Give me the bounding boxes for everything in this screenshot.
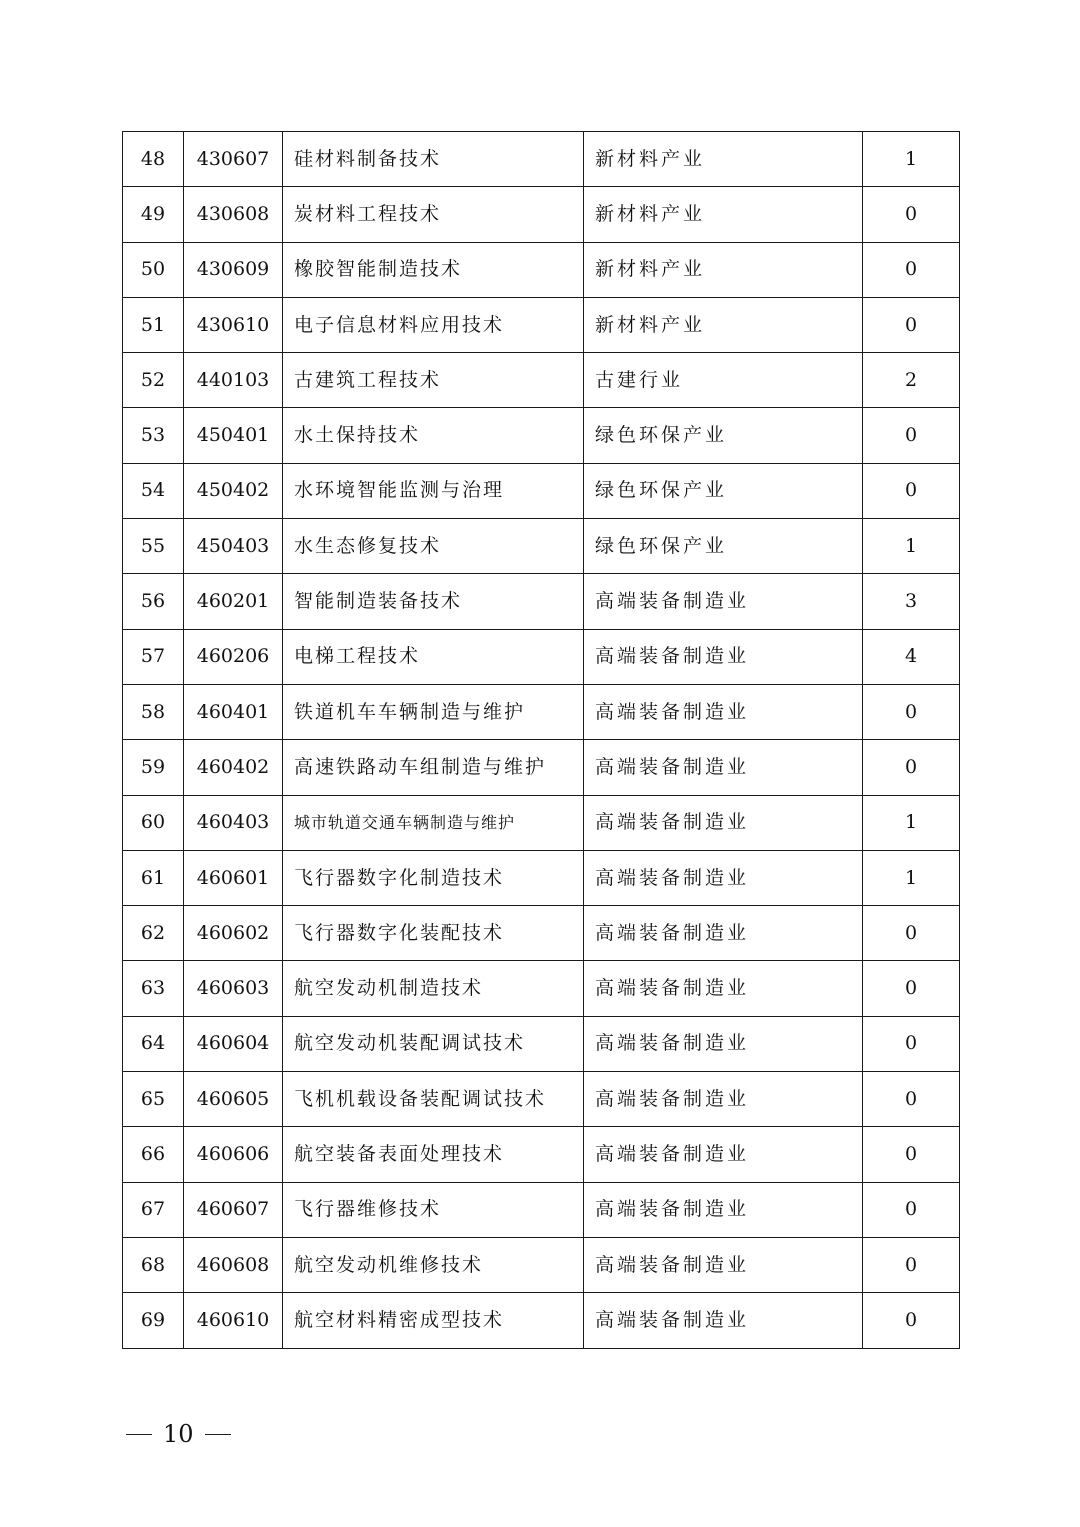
industry-cell: 高端装备制造业	[584, 1127, 863, 1182]
major-name-cell: 飞机机载设备装配调试技术	[283, 1072, 584, 1127]
major-code-cell: 430607	[184, 132, 283, 187]
major-name-cell: 铁道机车车辆制造与维护	[283, 684, 584, 739]
count-cell: 0	[863, 1182, 960, 1237]
count-cell: 4	[863, 629, 960, 684]
count-cell: 0	[863, 408, 960, 463]
table-row	[123, 629, 960, 684]
industry-cell: 高端装备制造业	[584, 795, 863, 850]
row-number-cell: 50	[123, 242, 184, 297]
major-name-cell: 航空发动机维修技术	[283, 1237, 584, 1292]
industry-cell: 高端装备制造业	[584, 1182, 863, 1237]
table-row	[123, 795, 960, 850]
major-name-cell: 橡胶智能制造技术	[283, 242, 584, 297]
table-row	[123, 1016, 960, 1071]
industry-cell: 高端装备制造业	[584, 850, 863, 905]
table-row	[123, 740, 960, 795]
count-cell: 0	[863, 684, 960, 739]
table-row	[123, 684, 960, 739]
major-name-cell: 飞行器维修技术	[283, 1182, 584, 1237]
major-code-cell: 460603	[184, 961, 283, 1016]
row-number-cell: 55	[123, 519, 184, 574]
major-name-cell: 飞行器数字化装配技术	[283, 906, 584, 961]
row-number-cell: 61	[123, 850, 184, 905]
count-cell: 1	[863, 132, 960, 187]
industry-cell: 高端装备制造业	[584, 1072, 863, 1127]
industry-cell: 高端装备制造业	[584, 961, 863, 1016]
industry-cell: 高端装备制造业	[584, 574, 863, 629]
major-code-cell: 430608	[184, 187, 283, 242]
table-row	[123, 463, 960, 518]
table-row	[123, 297, 960, 352]
major-name-cell: 飞行器数字化制造技术	[283, 850, 584, 905]
row-number-cell: 66	[123, 1127, 184, 1182]
row-number-cell: 68	[123, 1237, 184, 1292]
major-code-cell: 460403	[184, 795, 283, 850]
table-row	[123, 906, 960, 961]
count-cell: 0	[863, 1237, 960, 1292]
major-name-cell: 高速铁路动车组制造与维护	[283, 740, 584, 795]
industry-cell: 高端装备制造业	[584, 1293, 863, 1348]
major-code-cell: 460604	[184, 1016, 283, 1071]
table-row	[123, 1293, 960, 1348]
major-name-cell: 航空发动机制造技术	[283, 961, 584, 1016]
table-row	[123, 574, 960, 629]
industry-cell: 绿色环保产业	[584, 463, 863, 518]
industry-cell: 高端装备制造业	[584, 906, 863, 961]
major-name-cell: 航空材料精密成型技术	[283, 1293, 584, 1348]
major-name-cell: 智能制造装备技术	[283, 574, 584, 629]
row-number-cell: 49	[123, 187, 184, 242]
row-number-cell: 59	[123, 740, 184, 795]
row-number-cell: 53	[123, 408, 184, 463]
count-cell: 0	[863, 961, 960, 1016]
major-code-cell: 460606	[184, 1127, 283, 1182]
row-number-cell: 62	[123, 906, 184, 961]
count-cell: 2	[863, 353, 960, 408]
major-name-cell: 硅材料制备技术	[283, 132, 584, 187]
major-code-cell: 460401	[184, 684, 283, 739]
major-code-cell: 460608	[184, 1237, 283, 1292]
major-code-cell: 450403	[184, 519, 283, 574]
row-number-cell: 65	[123, 1072, 184, 1127]
row-number-cell: 57	[123, 629, 184, 684]
row-number-cell: 69	[123, 1293, 184, 1348]
table-row	[123, 353, 960, 408]
major-name-cell: 城市轨道交通车辆制造与维护	[283, 795, 584, 850]
industry-cell: 高端装备制造业	[584, 740, 863, 795]
row-number-cell: 51	[123, 297, 184, 352]
count-cell: 0	[863, 906, 960, 961]
major-code-cell: 460607	[184, 1182, 283, 1237]
count-cell: 0	[863, 242, 960, 297]
table-row	[123, 1182, 960, 1237]
table-row	[123, 961, 960, 1016]
major-name-cell: 炭材料工程技术	[283, 187, 584, 242]
table-row	[123, 1237, 960, 1292]
major-code-cell: 460601	[184, 850, 283, 905]
footer-dash-right	[205, 1434, 231, 1435]
industry-cell: 新材料产业	[584, 297, 863, 352]
row-number-cell: 56	[123, 574, 184, 629]
row-number-cell: 64	[123, 1016, 184, 1071]
industry-cell: 高端装备制造业	[584, 629, 863, 684]
major-code-cell: 460402	[184, 740, 283, 795]
row-number-cell: 54	[123, 463, 184, 518]
table-row	[123, 519, 960, 574]
count-cell: 0	[863, 1072, 960, 1127]
major-name-cell: 古建筑工程技术	[283, 353, 584, 408]
major-name-cell: 水环境智能监测与治理	[283, 463, 584, 518]
table-body	[123, 132, 960, 1349]
table-row	[123, 850, 960, 905]
count-cell: 1	[863, 795, 960, 850]
major-code-cell: 430609	[184, 242, 283, 297]
industry-cell: 高端装备制造业	[584, 684, 863, 739]
count-cell: 0	[863, 740, 960, 795]
row-number-cell: 63	[123, 961, 184, 1016]
count-cell: 0	[863, 1016, 960, 1071]
count-cell: 0	[863, 1127, 960, 1182]
major-name-cell: 航空发动机装配调试技术	[283, 1016, 584, 1071]
count-cell: 0	[863, 297, 960, 352]
table-row	[123, 132, 960, 187]
major-code-cell: 450402	[184, 463, 283, 518]
table-row	[123, 187, 960, 242]
industry-cell: 高端装备制造业	[584, 1237, 863, 1292]
count-cell: 0	[863, 463, 960, 518]
major-code-cell: 430610	[184, 297, 283, 352]
row-number-cell: 58	[123, 684, 184, 739]
row-number-cell: 48	[123, 132, 184, 187]
major-name-cell: 电子信息材料应用技术	[283, 297, 584, 352]
row-number-cell: 52	[123, 353, 184, 408]
major-code-cell: 460610	[184, 1293, 283, 1348]
major-code-cell: 450401	[184, 408, 283, 463]
major-name-cell: 水土保持技术	[283, 408, 584, 463]
industry-cell: 新材料产业	[584, 132, 863, 187]
table-row	[123, 242, 960, 297]
major-list-table	[122, 131, 960, 1349]
table-row	[123, 1072, 960, 1127]
page-footer	[126, 1418, 231, 1450]
major-code-cell: 460201	[184, 574, 283, 629]
major-code-cell: 460605	[184, 1072, 283, 1127]
major-name-cell: 水生态修复技术	[283, 519, 584, 574]
page-number: 10	[163, 1420, 194, 1448]
row-number-cell: 60	[123, 795, 184, 850]
count-cell: 1	[863, 850, 960, 905]
table-row	[123, 408, 960, 463]
major-code-cell: 460602	[184, 906, 283, 961]
count-cell: 3	[863, 574, 960, 629]
footer-dash-left	[126, 1434, 152, 1435]
major-name-cell: 航空装备表面处理技术	[283, 1127, 584, 1182]
major-code-cell: 460206	[184, 629, 283, 684]
industry-cell: 新材料产业	[584, 187, 863, 242]
industry-cell: 古建行业	[584, 353, 863, 408]
industry-cell: 绿色环保产业	[584, 408, 863, 463]
row-number-cell: 67	[123, 1182, 184, 1237]
count-cell: 0	[863, 1293, 960, 1348]
table-row	[123, 1127, 960, 1182]
count-cell: 0	[863, 187, 960, 242]
count-cell: 1	[863, 519, 960, 574]
industry-cell: 绿色环保产业	[584, 519, 863, 574]
major-name-cell: 电梯工程技术	[283, 629, 584, 684]
industry-cell: 高端装备制造业	[584, 1016, 863, 1071]
industry-cell: 新材料产业	[584, 242, 863, 297]
major-code-cell: 440103	[184, 353, 283, 408]
